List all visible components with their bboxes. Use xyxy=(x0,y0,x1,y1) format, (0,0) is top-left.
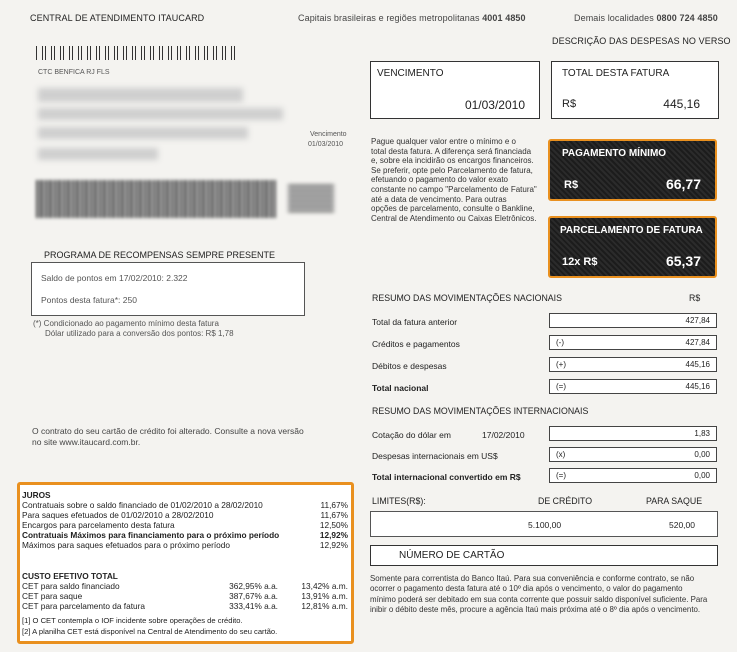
nacional-row-value: 445,16 xyxy=(685,382,710,391)
total-int-label: Total internacional convertido em R$ xyxy=(372,472,521,482)
parcelamento-value: 65,37 xyxy=(665,253,701,269)
pagamento-minimo-value: 66,77 xyxy=(665,176,701,192)
footer-note-line: inibir o débito deste mês, procure a agência Itaú mais próxima até o 8º dia após o vencimento. xyxy=(370,604,701,614)
nacional-row-sign: (-) xyxy=(556,338,564,347)
instruction-line: até a data de vencimento. Para outras xyxy=(371,194,507,204)
blurred-address-line xyxy=(38,88,243,102)
capitais-text: Capitais brasileiras e regiões metropolitanas xyxy=(298,13,480,23)
cet-row-am: 13,91% a.m. xyxy=(301,591,348,601)
juros-title: JUROS xyxy=(22,490,51,500)
pagamento-minimo-title: PAGAMENTO MÍNIMO xyxy=(562,148,667,159)
numero-cartao-box xyxy=(370,545,718,566)
total-int-sign: (=) xyxy=(556,471,566,480)
instruction-line: Se preferir, opte pelo Parcelamento de fatura, xyxy=(371,165,533,175)
juros-row-label: Máximos para saques efetuados para o próximo período xyxy=(22,540,231,550)
cet-row-aa: 333,41% a.a. xyxy=(229,601,278,611)
cet-row-label: CET para saque xyxy=(22,591,83,601)
nacional-row-label: Total nacional xyxy=(372,383,429,393)
nacionais-title: RESUMO DAS MOVIMENTAÇÕES NACIONAIS xyxy=(372,293,562,303)
cet-row-am: 13,42% a.m. xyxy=(301,581,348,591)
payment-instructions xyxy=(371,137,537,223)
juros-row-value: 11,67% xyxy=(320,500,348,510)
vencimento-small-label: Vencimento xyxy=(310,131,347,138)
cotacao-label: Cotação do dólar em xyxy=(372,430,451,440)
nacional-row-box xyxy=(549,335,717,350)
vencimento-small-date: 01/03/2010 xyxy=(308,141,344,148)
pontos-fatura: Pontos desta fatura*: 250 xyxy=(41,295,137,305)
limites-label: LIMITES(R$): xyxy=(372,496,426,506)
blurred-address-line xyxy=(38,127,248,139)
limites-box xyxy=(370,511,718,537)
juros-row-value: 12,92% xyxy=(319,540,348,550)
saldo-pontos: Saldo de pontos em 17/02/2010: 2.322 xyxy=(41,273,188,283)
postal-barcode xyxy=(36,46,236,60)
total-fatura-box xyxy=(551,61,719,119)
instruction-line: opções de parcelamento, consulte o Bankline, xyxy=(371,204,535,214)
despesas-int-value: 0,00 xyxy=(694,450,710,459)
pagamento-minimo-currency: R$ xyxy=(564,179,579,191)
nacional-row-box xyxy=(549,379,717,394)
cet-row-label: CET para saldo financiado xyxy=(22,581,120,591)
demais-phone: 0800 724 4850 xyxy=(656,13,718,23)
recompensas-title: PROGRAMA DE RECOMPENSAS SEMPRE PRESENTE xyxy=(44,250,276,260)
nacional-row-value: 445,16 xyxy=(685,360,710,369)
capitais-phone: 4001 4850 xyxy=(482,13,526,23)
instruction-line: efetuando o pagamento do valor exato xyxy=(371,175,508,185)
footer-note xyxy=(370,574,707,615)
cet-row-aa: 362,95% a.a. xyxy=(229,581,278,591)
instruction-line: Pague qualquer valor entre o mínimo e o xyxy=(371,137,516,146)
blurred-address-line xyxy=(38,108,283,120)
total-fatura-title: TOTAL DESTA FATURA xyxy=(562,68,670,79)
footer-note-line: mínimo poderá ser debitado em sua conta corrente que possuir saldo disponível suficiente. Para xyxy=(370,594,708,604)
vencimento-value: 01/03/2010 xyxy=(464,98,525,112)
numero-cartao-label: NÚMERO DE CARTÃO xyxy=(399,550,505,561)
nacional-row-label: Total da fatura anterior xyxy=(372,317,458,327)
demais-label xyxy=(574,13,718,23)
contrato-line1: O contrato do seu cartão de crédito foi alterado. Consulte a nova versão xyxy=(32,426,304,436)
main-barcode xyxy=(36,180,276,218)
nacional-row-label: Débitos e despesas xyxy=(372,361,447,371)
blurred-address-line xyxy=(38,148,158,160)
vencimento-box xyxy=(370,61,540,119)
internacionais-title: RESUMO DAS MOVIMENTAÇÕES INTERNACIONAIS xyxy=(372,406,589,416)
instruction-line: e, sobre ela incidirão os encargos financeiros. xyxy=(371,156,534,166)
cotacao-date: 17/02/2010 xyxy=(482,430,525,440)
footer-note-line: Somente para correntista do Banco Itaú. Para sua conveniência e conforme contrato, se não xyxy=(370,574,695,583)
total-currency: R$ xyxy=(562,98,577,110)
cotacao-box xyxy=(549,426,717,441)
recompensas-box xyxy=(31,262,305,316)
cet-row-aa: 387,67% a.a. xyxy=(229,591,278,601)
cet-title: CUSTO EFETIVO TOTAL xyxy=(22,571,118,581)
total-int-value: 0,00 xyxy=(694,471,710,480)
capitais-label xyxy=(298,13,526,23)
despesas-int-box xyxy=(549,447,717,462)
juros-row-label: Contratuais sobre o saldo financiado de 01/02/2010 a 28/02/2010 xyxy=(22,500,263,510)
instruction-line: Central de Atendimento ou Caixas Eletrônicos. xyxy=(371,213,537,223)
juros-row-value: 11,67% xyxy=(320,510,348,520)
limite-credito-label: DE CRÉDITO xyxy=(538,496,593,506)
cet-row-label: CET para parcelamento da fatura xyxy=(22,601,145,611)
juros-row-label: Encargos para parcelamento desta fatura xyxy=(22,520,175,530)
limite-saque-label: PARA SAQUE xyxy=(646,496,703,506)
despesas-int-sign: (x) xyxy=(556,450,566,459)
juros-row-value: 12,92% xyxy=(319,530,348,540)
cet-note2: [2] A planilha CET está disponível na Central de Atendimento do seu cartão. xyxy=(22,627,278,636)
pagamento-minimo-box xyxy=(548,139,717,201)
nacional-row-value: 427,84 xyxy=(685,338,710,347)
cet-row-am: 12,81% a.m. xyxy=(301,601,348,611)
limite-saque-value: 520,00 xyxy=(669,520,695,530)
limite-credito-value: 5.100,00 xyxy=(528,520,562,530)
recompensas-note2: Dólar utilizado para a conversão dos pontos: R$ 1,78 xyxy=(45,329,234,338)
nacional-row-sign: (=) xyxy=(556,382,566,391)
juros-row-label: Contratuais Máximos para financiamento para o próximo período xyxy=(22,530,280,540)
parcelamento-prefix: 12x R$ xyxy=(562,256,598,268)
instruction-line: constante no campo "Parcelamento de Fatura" xyxy=(371,184,537,194)
parcelamento-title: PARCELAMENTO DE FATURA xyxy=(560,225,703,236)
parcelamento-box xyxy=(548,216,717,278)
vencimento-title: VENCIMENTO xyxy=(377,68,444,79)
recompensas-note1: (*) Condicionado ao pagamento mínimo desta fatura xyxy=(33,319,219,328)
cotacao-value: 1,83 xyxy=(694,429,710,438)
instruction-line: total desta fatura. A diferença será financiada xyxy=(371,146,532,156)
nacional-row-box xyxy=(549,313,717,328)
footer-note-line: ocorrer o pagamento desta fatura até o 10º dia após o vencimento, o valor do pagamento xyxy=(370,584,683,594)
total-fatura-value: 445,16 xyxy=(663,97,700,111)
juros-row-label: Para saques efetuados de 01/02/2010 a 28/02/2010 xyxy=(22,510,214,520)
total-int-box xyxy=(549,468,717,483)
juros-row-value: 12,50% xyxy=(319,520,348,530)
nacional-row-label: Créditos e pagamentos xyxy=(372,339,460,349)
descricao-verso: DESCRIÇÃO DAS DESPESAS NO VERSO xyxy=(552,36,731,46)
demais-text: Demais localidades xyxy=(574,13,654,23)
nacional-row-box xyxy=(549,357,717,372)
nacionais-currency: R$ xyxy=(689,293,701,303)
contrato-line2: no site www.itaucard.com.br. xyxy=(32,437,141,447)
central-title: CENTRAL DE ATENDIMENTO ITAUCARD xyxy=(30,13,205,23)
nacional-row-sign: (+) xyxy=(556,360,566,369)
ctc-label: CTC BENFICA RJ FLS xyxy=(38,69,110,76)
nacional-row-value: 427,84 xyxy=(685,316,710,325)
despesas-int-label: Despesas internacionais em US$ xyxy=(372,451,498,461)
barcode-block xyxy=(288,184,334,212)
cet-note1: [1] O CET contempla o IOF incidente sobre operações de crédito. xyxy=(22,616,243,625)
